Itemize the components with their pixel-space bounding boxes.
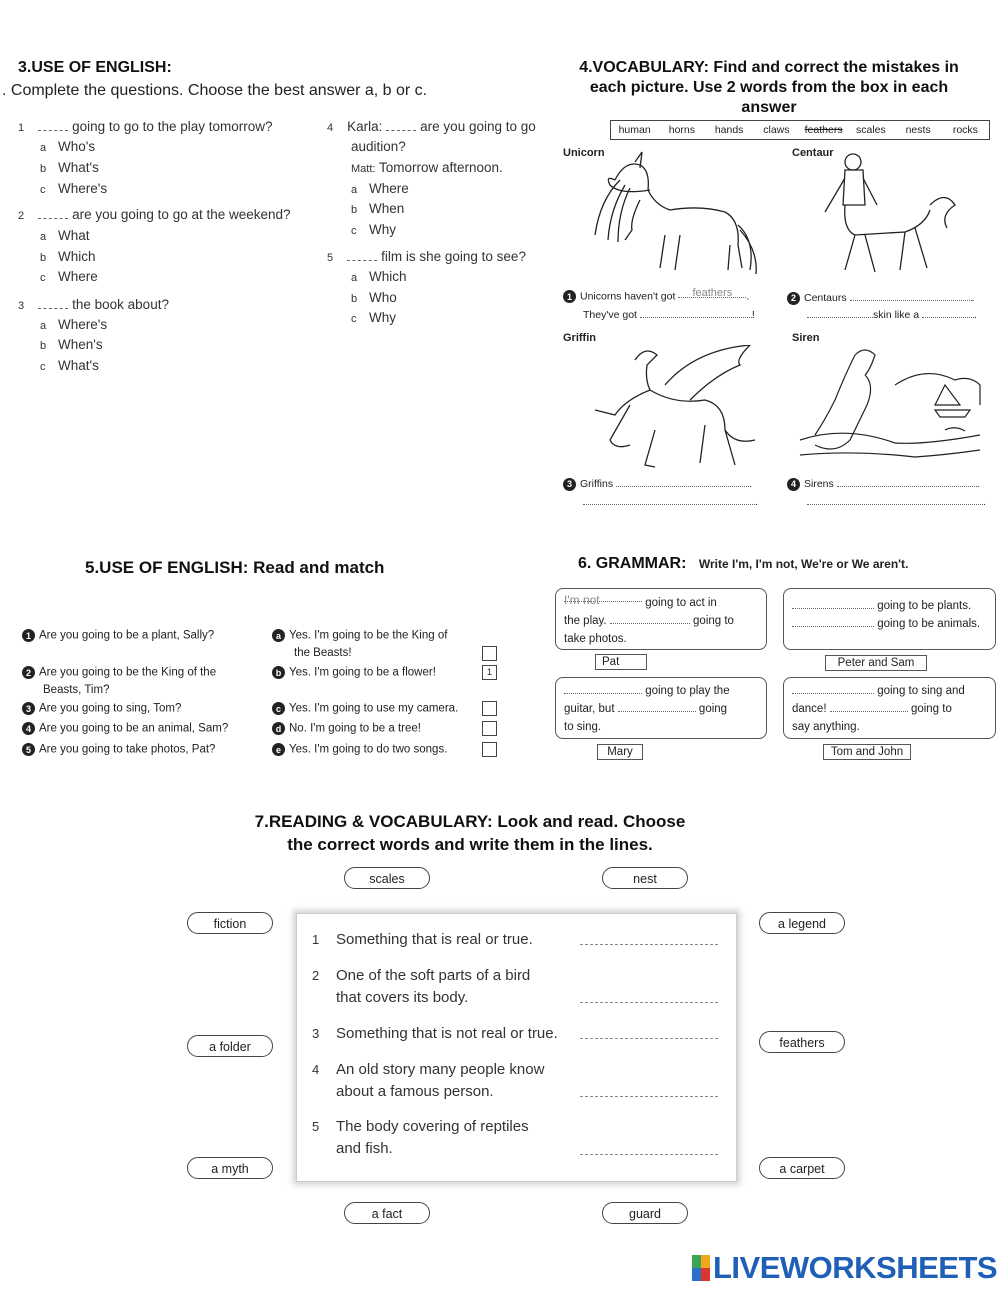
q2-blank[interactable]: [38, 208, 68, 219]
num-badge: 1: [563, 290, 576, 303]
s5-e-box[interactable]: [482, 742, 497, 757]
def-1: [312, 929, 533, 951]
def-num: 1: [312, 932, 320, 947]
mary-l3: to sing.: [564, 721, 602, 733]
bubble-peter-sam: [783, 588, 996, 650]
def-4-cont: about a famous person.: [336, 1083, 494, 1100]
griffin-sentence: 3 Griffins .: [563, 476, 763, 491]
s7-title: [220, 810, 720, 856]
def-text: The body covering of reptiles: [336, 1118, 529, 1135]
name-peter-sam: Peter and Sam: [825, 655, 927, 671]
def-text: Something that is not real or true.: [336, 1025, 558, 1042]
pat-l2a: the play.: [564, 615, 607, 627]
word-pill-a-legend[interactable]: a legend: [759, 912, 845, 934]
def-num: 5: [312, 1119, 320, 1134]
pat-example[interactable]: I'm not: [564, 591, 642, 602]
letter-badge: b: [272, 666, 285, 679]
q3-blank[interactable]: [38, 298, 68, 309]
opt-letter: b: [40, 252, 47, 264]
s4-title-line3: answer: [741, 99, 797, 116]
name-pat: Pat: [595, 654, 647, 670]
word-pill-scales[interactable]: scales: [344, 867, 430, 889]
q2-number: 2: [18, 210, 25, 222]
centaur-blank-2[interactable]: [807, 307, 873, 318]
tj-blank-1[interactable]: [792, 683, 874, 694]
num-badge: 4: [22, 722, 35, 735]
letter-badge: d: [272, 722, 285, 735]
word: nests: [905, 124, 931, 136]
q4-reply: [351, 160, 503, 175]
q4-speaker: Karla:: [347, 119, 383, 134]
a-text: Yes. I'm going to do two songs.: [289, 743, 448, 756]
word: hands: [714, 124, 744, 136]
opt-letter: b: [351, 293, 358, 305]
s5-c: [272, 702, 458, 715]
ps-blank-1[interactable]: [792, 598, 874, 609]
s3-instruction: . Complete the questions. Choose the best answer a, b or c.: [2, 82, 428, 99]
s4-title: [560, 58, 978, 118]
siren-image: [795, 345, 985, 475]
q1-blank[interactable]: [38, 120, 68, 131]
word: scales: [855, 124, 886, 136]
q5-number: 5: [327, 252, 334, 264]
s3-q3-opt-c[interactable]: [40, 358, 99, 373]
opt-letter: a: [351, 184, 358, 196]
q-text: Are you going to take photos, Pat?: [39, 743, 216, 756]
pat-l3: take photos.: [564, 633, 627, 645]
a-text: Yes. I'm going to use my camera.: [289, 702, 459, 715]
s3-q5-opt-b[interactable]: [351, 290, 397, 305]
s3-q4-opt-a[interactable]: [351, 181, 409, 196]
unicorn-title: Unicorn: [563, 147, 605, 159]
siren-blank-2[interactable]: [807, 494, 983, 505]
opt-letter: a: [351, 272, 358, 284]
griffin-blank-2[interactable]: [583, 494, 755, 505]
mary-l1: going to play the: [645, 685, 730, 697]
griffin-s1: Griffins: [580, 478, 614, 490]
unicorn-s1: Unicorns haven't got: [580, 290, 676, 303]
s3-q2: [18, 207, 328, 222]
tj-l2b: going to: [910, 703, 952, 715]
s3-q1-opt-c[interactable]: [40, 181, 107, 196]
opt-text: Where: [58, 269, 98, 284]
q2-text: are you going to go at the weekend?: [72, 207, 291, 222]
pat-l1: going to act in: [645, 597, 717, 609]
def-4-line[interactable]: [580, 1096, 718, 1097]
s3-q5: [327, 249, 567, 264]
s5-d-box[interactable]: [482, 721, 497, 736]
unicorn-blank-2[interactable]: [640, 307, 752, 318]
def-2-line[interactable]: [580, 1002, 718, 1003]
centaur-title: Centaur: [792, 147, 834, 159]
word-pill-a-fact[interactable]: a fact: [344, 1202, 430, 1224]
s5-b-box[interactable]: 1: [482, 665, 497, 680]
s5-q2: [22, 666, 216, 679]
s3-q5-opt-c[interactable]: [351, 310, 396, 325]
a-text: No. I'm going to be a tree!: [289, 722, 421, 735]
word-box: [610, 120, 990, 140]
q-text: Are you going to be an animal, Sam?: [39, 722, 229, 735]
tj-l1: going to sing and: [877, 685, 965, 697]
s4-title-line1: 4.VOCABULARY: Find and correct the mistakes in: [579, 59, 959, 76]
q5-text: film is she going to see?: [381, 249, 526, 264]
word-crossed: feathers: [804, 124, 843, 136]
s6-instruction: Write I'm, I'm not, We're or We aren't.: [698, 557, 909, 571]
q3-text: the book about?: [72, 297, 169, 312]
s3-q4-opt-b[interactable]: [351, 201, 404, 216]
num-badge: 2: [787, 292, 800, 305]
unicorn-sentence-2: They've got !: [583, 309, 755, 321]
unicorn-s2: They've got: [583, 309, 637, 321]
s3-q2-opt-a[interactable]: [40, 228, 90, 243]
def-num: 4: [312, 1062, 320, 1077]
def-3: [312, 1023, 558, 1045]
s3-q3-opt-a[interactable]: [40, 317, 107, 332]
name-tom-john: Tom and John: [823, 744, 911, 760]
bubble-pat: [555, 588, 767, 650]
griffin-image: [585, 345, 765, 475]
opt-letter: c: [40, 272, 46, 284]
def-3-line[interactable]: [580, 1038, 718, 1039]
pat-blank[interactable]: [610, 613, 690, 624]
griffin-blank-1[interactable]: [616, 476, 749, 487]
num-badge: 3: [22, 702, 35, 715]
opt-text: Who: [369, 290, 397, 305]
s7-title-line2: the correct words and write them in the lines.: [287, 835, 653, 854]
s5-a-box[interactable]: [482, 646, 497, 661]
siren-sentence: 4 Sirens .: [787, 476, 987, 491]
word-pill-nest[interactable]: nest: [602, 867, 688, 889]
s5-q2-cont: Beasts, Tim?: [43, 684, 110, 696]
s3-title: 3.USE OF ENGLISH:: [18, 59, 172, 76]
def-4: [312, 1059, 544, 1081]
opt-text: What's: [58, 160, 99, 175]
centaur-blank-3[interactable]: [922, 307, 974, 318]
opt-letter: a: [40, 142, 47, 154]
s5-q4: [22, 722, 228, 735]
opt-text: What's: [58, 358, 99, 373]
opt-letter: c: [40, 361, 46, 373]
def-num: 2: [312, 968, 320, 983]
q-text: Are you going to be a plant, Sally?: [39, 629, 215, 642]
s3-q2-opt-c[interactable]: [40, 269, 98, 284]
letter-badge: a: [272, 629, 285, 642]
q4-text: are you going to go: [420, 119, 536, 134]
centaur-s1: Centaurs: [804, 292, 847, 304]
opt-text: Which: [58, 249, 96, 264]
s3-q5-opt-a[interactable]: [351, 269, 407, 284]
siren-s1: Sirens: [804, 478, 834, 490]
def-text: One of the soft parts of a bird: [336, 967, 531, 984]
word-pill-fiction[interactable]: fiction: [187, 912, 273, 934]
q5-blank[interactable]: [347, 250, 377, 261]
unicorn-sentence: 1 Unicorns haven't got feathers .: [563, 290, 763, 303]
q4-text2: audition?: [351, 139, 406, 154]
word: horns: [668, 124, 695, 136]
letter-badge: e: [272, 743, 285, 756]
s6-title: 6. GRAMMAR:: [578, 555, 687, 572]
opt-letter: c: [351, 313, 357, 325]
q4-blank[interactable]: [386, 120, 416, 131]
opt-letter: b: [40, 163, 47, 175]
a-text: Yes. I'm going to be the King of: [289, 629, 448, 642]
s5-title: 5.USE OF ENGLISH: Read and match: [85, 558, 385, 577]
centaur-blank-1[interactable]: [850, 290, 972, 301]
griffin-sentence-2: .: [583, 494, 758, 508]
s7-title-line1: 7.READING & VOCABULARY: Look and read. Choose: [254, 812, 686, 831]
word-pill-feathers[interactable]: feathers: [759, 1031, 845, 1053]
def-5: [312, 1116, 529, 1138]
s3-q1-opt-a[interactable]: [40, 139, 95, 154]
def-2-cont: that covers its body.: [336, 989, 469, 1006]
s5-q1: [22, 629, 214, 642]
ps-l1: going to be plants.: [877, 600, 972, 612]
s3-q4-opt-c[interactable]: [351, 222, 396, 237]
s3-q3-opt-b[interactable]: [40, 337, 103, 352]
word-pill-a-carpet[interactable]: a carpet: [759, 1157, 845, 1179]
opt-letter: b: [351, 204, 358, 216]
def-num: 3: [312, 1026, 320, 1041]
ps-l2: going to be animals.: [877, 618, 981, 630]
brand-text: LIVEWORKSHEETS: [713, 1250, 998, 1285]
q4-number: 4: [327, 122, 334, 134]
word: rocks: [952, 124, 978, 136]
q1-text: going to go to the play tomorrow?: [72, 119, 273, 134]
s5-e: [272, 743, 447, 756]
tj-l2a: dance!: [792, 703, 827, 715]
s5-a: [272, 629, 447, 642]
opt-text: Why: [369, 310, 396, 325]
s3-q1: [18, 119, 318, 134]
q4-reply-text: Tomorrow afternoon.: [378, 160, 503, 175]
opt-text: What: [58, 228, 90, 243]
opt-letter: a: [40, 320, 47, 332]
q3-number: 3: [18, 300, 25, 312]
s5-b: [272, 666, 436, 679]
opt-text: Which: [369, 269, 407, 284]
s5-d: [272, 722, 421, 735]
opt-text: Who's: [58, 139, 96, 154]
s6-title-row: [578, 555, 908, 573]
centaur-sentence: 2 Centaurs .: [787, 290, 987, 305]
word: human: [618, 124, 651, 136]
opt-text: When's: [58, 337, 103, 352]
opt-letter: b: [40, 340, 47, 352]
num-badge: 4: [787, 478, 800, 491]
opt-letter: a: [40, 231, 47, 243]
tj-blank-2[interactable]: [830, 701, 908, 712]
s5-c-box[interactable]: [482, 701, 497, 716]
mary-blank-2[interactable]: [618, 701, 696, 712]
s4-title-line2: each picture. Use 2 words from the box in each: [589, 79, 949, 96]
centaur-sentence-2: skin like a .: [807, 307, 987, 321]
ps-blank-2[interactable]: [792, 616, 874, 627]
s5-q3: [22, 702, 181, 715]
unicorn-answer[interactable]: feathers: [678, 287, 746, 298]
s5-a-cont: the Beasts!: [294, 647, 352, 659]
pat-l2b: going to: [693, 615, 734, 627]
mary-blank-1[interactable]: [564, 683, 642, 694]
word: claws: [763, 124, 790, 136]
a-text: Yes. I'm going to be a flower!: [289, 666, 436, 679]
s5-q5: [22, 743, 215, 756]
mary-l2a: guitar, but: [564, 703, 615, 715]
griffin-title: Griffin: [563, 332, 596, 344]
def-5-cont: and fish.: [336, 1140, 393, 1157]
s3-q2-opt-b[interactable]: [40, 249, 96, 264]
opt-letter: c: [40, 184, 46, 196]
bubble-tom-john: [783, 677, 996, 739]
num-badge: 1: [22, 629, 35, 642]
letter-badge: c: [272, 702, 285, 715]
word-pill-a-myth[interactable]: a myth: [187, 1157, 273, 1179]
opt-text: When: [369, 201, 405, 216]
siren-blank-1[interactable]: [837, 476, 977, 487]
def-text: Something that is real or true.: [336, 931, 533, 948]
opt-letter: c: [351, 225, 357, 237]
num-badge: 3: [563, 478, 576, 491]
def-5-line[interactable]: [580, 1154, 718, 1155]
s3-q3: [18, 297, 318, 312]
siren-title: Siren: [792, 332, 820, 344]
q-text: Are you going to be the King of the: [39, 666, 217, 679]
q1-number: 1: [18, 122, 25, 134]
bubble-mary: [555, 677, 767, 739]
def-1-line[interactable]: [580, 944, 718, 945]
q4-speaker2: Matt:: [351, 163, 376, 175]
opt-text: Where's: [58, 317, 108, 332]
centaur-image: [815, 150, 965, 280]
siren-sentence-2: .: [807, 494, 986, 508]
mary-l2b: going: [698, 703, 728, 715]
opt-text: Where: [369, 181, 409, 196]
q-text: Are you going to sing, Tom?: [39, 702, 182, 715]
name-mary: Mary: [597, 744, 643, 760]
num-badge: 2: [22, 666, 35, 679]
word-pill-a-folder[interactable]: a folder: [187, 1035, 273, 1057]
def-text: An old story many people know: [336, 1061, 545, 1078]
opt-text: Why: [369, 222, 396, 237]
opt-text: Where's: [58, 181, 108, 196]
num-badge: 5: [22, 743, 35, 756]
def-2: [312, 965, 530, 987]
liveworksheets-logo-icon: [692, 1255, 710, 1281]
s3-q4: [327, 119, 567, 134]
centaur-s2: skin like a: [873, 309, 920, 321]
unicorn-image: [580, 150, 760, 280]
word-pill-guard[interactable]: guard: [602, 1202, 688, 1224]
tj-l3: say anything.: [792, 721, 860, 733]
s3-q1-opt-b[interactable]: [40, 160, 99, 175]
